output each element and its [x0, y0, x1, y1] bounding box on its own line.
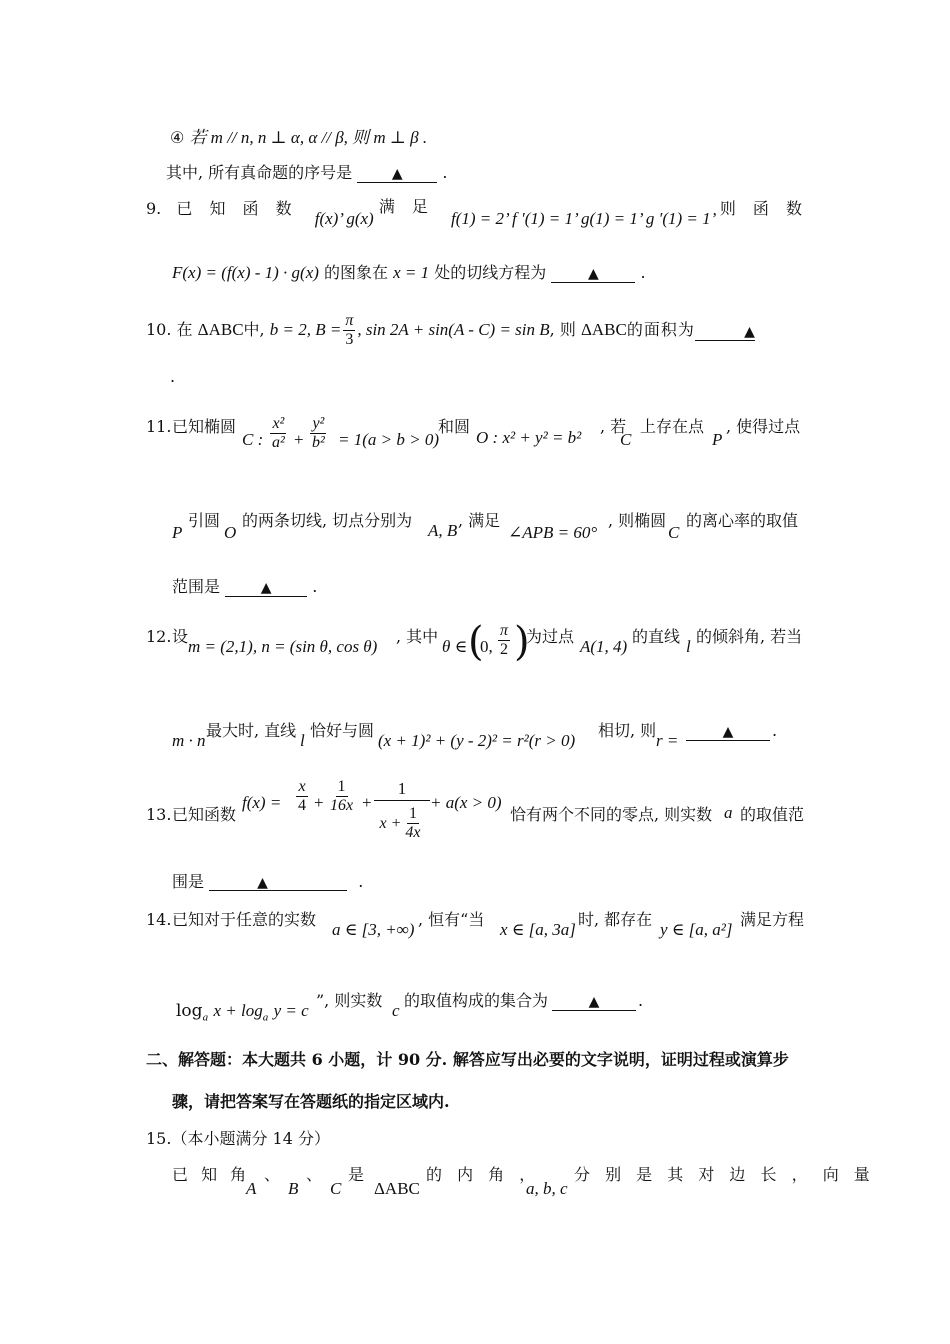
frac-denominator: 4x — [405, 824, 421, 841]
blank-triangle: ▲ — [722, 724, 734, 740]
q14-text-b: , 恒有“当 — [418, 910, 485, 929]
log-2: x + log — [213, 1001, 263, 1020]
q11-circle-O: O : x² + y² = b² — [476, 428, 582, 447]
q9-number: 9. — [146, 199, 162, 218]
item-4-text: 若 m // n, n ⊥ α, α // β, 则 m ⊥ β . — [189, 128, 428, 147]
q12-interval-left: 0, — [480, 637, 493, 656]
answer-blank[interactable] — [551, 262, 635, 283]
q9-condition: f(1) = 2’ f ′(1) = 1’ g(1) = 1’ g ′(1) = 1’ — [451, 209, 717, 228]
q12-text-b: , 其中 — [396, 627, 439, 646]
q9-line2 — [172, 262, 646, 284]
q12-line-l: l — [300, 731, 305, 750]
q13-frac-x-4 — [296, 778, 308, 815]
q10-line1 — [146, 305, 755, 355]
q15-sep-1: 、 — [264, 1165, 281, 1184]
q11-text-e: , 使得过点 — [726, 417, 801, 436]
q10-triangle-2: ΔABC — [580, 320, 627, 339]
q13-text-a: 已知函数 — [172, 805, 237, 824]
q11-var-C: C — [620, 430, 632, 449]
q13-number: 13. — [146, 805, 172, 824]
q12-line2 — [172, 718, 782, 752]
q10-text-a: 在 — [176, 320, 193, 339]
q9-F-definition: F(x) = (f(x) - 1) · g(x) — [172, 263, 319, 282]
q13-end: . — [358, 872, 364, 891]
section-2-heading: 二、解答题：本大题共 6 小题，计 90 分. 解答应写出必要的文字说明，证明过程或演算步 — [146, 1050, 789, 1069]
q13-complex-fraction — [374, 778, 430, 842]
log-1: log — [176, 1001, 203, 1021]
frac-numerator: x² — [272, 415, 285, 432]
section-2-heading-cont: 骤，请把答案写在答题纸的指定区域内. — [172, 1092, 450, 1111]
answer-blank[interactable] — [552, 990, 636, 1011]
q14-equation — [176, 1000, 309, 1028]
q12-l2-text-a: 最大时, 直线 — [206, 721, 297, 740]
blank-triangle: ▲ — [391, 166, 403, 182]
q13-text-b: 恰有两个不同的零点, 则实数 — [510, 805, 713, 824]
frac-numerator: y² — [312, 415, 325, 432]
paren-right: ) — [514, 619, 530, 665]
q12-text-e: 的倾斜角, 若当 — [696, 627, 803, 646]
plus-sign: + — [294, 430, 304, 449]
q14-text-a: 已知对于任意的实数 — [172, 910, 317, 929]
q11-ellipse-cond: = 1(a > b > 0) — [338, 430, 439, 449]
frac-numerator: 1 — [408, 805, 417, 822]
q13-l2-text: 围是 — [172, 872, 205, 891]
frac-numerator: x — [298, 778, 306, 795]
q9-post: 则 函 数 — [719, 199, 808, 218]
q15-line1 — [172, 1164, 875, 1204]
item-4-marker: ④ — [170, 128, 185, 147]
q9-text-c: 处的切线方程为 — [434, 263, 547, 282]
q11-var-O: O — [224, 523, 237, 542]
q15-text-b: 是 — [348, 1165, 365, 1184]
q15-number: 15. — [146, 1129, 172, 1148]
summary-end: . — [442, 163, 448, 182]
q12-dot-product: m · n — [172, 731, 206, 750]
q11-angle: ∠APB = 60° — [508, 523, 598, 542]
log-base-2: a — [262, 1011, 269, 1024]
answer-blank[interactable] — [225, 576, 307, 597]
q9-end: . — [640, 263, 646, 282]
q14-text-c: 时, 都存在 — [578, 910, 653, 929]
q11-text-b: 和圆 — [438, 417, 471, 436]
blank-triangle: ▲ — [257, 875, 268, 891]
blank-triangle: ▲ — [744, 323, 755, 340]
q11-ellipse-C: C : — [242, 430, 264, 449]
frac-numerator: 1 — [374, 778, 430, 801]
x-plus: x + — [379, 814, 402, 832]
q14-var-c: c — [392, 1001, 400, 1020]
q11-l2-text-c: , 满足 — [458, 511, 501, 530]
q13-line1 — [146, 778, 810, 852]
q15-var-A: A — [246, 1179, 257, 1198]
q10-text-d: 的面积为 — [626, 320, 695, 339]
q11-var-C: C — [668, 523, 680, 542]
q15-text-d: 分 别 是 其 对 边 长 ， 向 量 — [574, 1165, 875, 1184]
q12-text-d: 的直线 — [632, 627, 681, 646]
q14-l2-text-a: ”, 则实数 — [316, 991, 383, 1010]
q11-l3-text: 范围是 — [172, 577, 221, 596]
q12-text-c: 为过点 — [526, 627, 575, 646]
q10-condition-1: b = 2, B = — [269, 320, 342, 339]
q12-line1 — [146, 619, 810, 674]
q11-l2-text-d: , 则椭圆 — [608, 511, 667, 530]
q12-l2-text-b: 恰好与圆 — [310, 721, 375, 740]
item-4 — [170, 127, 427, 149]
q14-range-y: y ∈ [a, a²] — [660, 920, 733, 939]
q13-f-of-x: f(x) = — [242, 793, 282, 812]
q11-text-a: 已知椭圆 — [172, 417, 237, 436]
q12-pi-over-2 — [498, 622, 510, 659]
q11-frac-y2-b2 — [310, 415, 327, 452]
answer-blank[interactable] — [686, 720, 770, 741]
q11-line3 — [172, 576, 317, 598]
q12-r-equals: r = — [656, 731, 679, 750]
q14-number: 14. — [146, 910, 172, 929]
q14-line2 — [176, 990, 656, 1024]
blank-triangle: ▲ — [588, 994, 600, 1010]
q12-number: 12. — [146, 627, 172, 646]
q11-points-AB: A, B — [428, 521, 458, 540]
q13-frac-1-16x — [328, 778, 355, 815]
q11-var-P: P — [172, 523, 183, 542]
plus-sign: + — [362, 793, 372, 812]
frac-denominator: b² — [312, 434, 325, 451]
q13-line2 — [172, 871, 363, 893]
answer-blank[interactable] — [695, 320, 755, 341]
q15-points: （本小题满分 14 分） — [171, 1129, 330, 1148]
frac-denominator: 2 — [500, 641, 508, 658]
q9-line1 — [146, 197, 808, 228]
q13-tail: + a(x > 0) — [430, 793, 502, 812]
q14-end: . — [638, 991, 644, 1010]
frac-numerator: π — [500, 622, 509, 639]
answer-blank[interactable] — [357, 162, 437, 183]
q9-pre: 已 知 函 数 — [176, 199, 298, 218]
q10-text-b: 中, — [243, 320, 265, 339]
q15-triangle: ΔABC — [374, 1179, 420, 1198]
q14-range-a: a ∈ [3, +∞) — [332, 920, 415, 939]
q15-text-a: 已 知 角 — [172, 1165, 251, 1184]
frac-denominator: a² — [272, 434, 285, 451]
q10-condition-2: , sin 2A + sin(A - C) = sin B — [357, 320, 550, 339]
q14-line1 — [146, 907, 810, 943]
q13-var-a: a — [724, 803, 733, 822]
q10-pi-over-3 — [343, 312, 355, 349]
q14-l2-text-b: 的取值构成的集合为 — [404, 991, 549, 1010]
q11-l2-text-a: 引圆 — [188, 511, 221, 530]
q15-text-c: 的 内 角 ， — [426, 1165, 541, 1184]
q15-sides: a, b, c — [526, 1179, 568, 1198]
q9-text-a: 的图象在 — [324, 263, 389, 282]
q12-point-A: A(1, 4) — [580, 637, 628, 656]
q14-text-d: 满足方程 — [740, 910, 805, 929]
frac-numerator: 1 — [337, 778, 346, 795]
frac-numerator: π — [345, 311, 354, 329]
q12-text-a: 设 — [172, 627, 189, 646]
frac-denominator: 3 — [345, 330, 354, 348]
q10-number: 10. — [146, 320, 172, 339]
q11-line2 — [172, 508, 812, 544]
q9-mid: 满 足 — [378, 197, 434, 216]
q13-text-c: 的取值范 — [740, 805, 805, 824]
q10-dot: . — [170, 367, 176, 386]
q15-sep-2: 、 — [306, 1165, 323, 1184]
log-base-1: a — [202, 1011, 209, 1024]
q12-line-l: l — [686, 637, 691, 656]
q9-x1: x = 1 — [393, 263, 430, 282]
q11-l2-text-b: 的两条切线, 切点分别为 — [242, 511, 413, 530]
q11-frac-x2-a2 — [270, 415, 287, 452]
summary-text: 其中, 所有真命题的序号是 — [166, 163, 353, 182]
q9-functions: f(x)’ g(x) — [314, 209, 374, 228]
q11-text-c: , 若 — [600, 417, 627, 436]
q10-text-c: , 则 — [549, 320, 576, 339]
q12-circle: (x + 1)² + (y - 2)² = r²(r > 0) — [378, 731, 576, 750]
q14-range-x: x ∈ [a, 3a] — [500, 920, 576, 939]
q11-number: 11. — [146, 417, 172, 436]
paren-left: ( — [468, 619, 484, 665]
blank-triangle: ▲ — [260, 580, 272, 596]
q15-header — [146, 1128, 330, 1150]
blank-triangle: ▲ — [587, 266, 599, 282]
answer-blank[interactable] — [209, 871, 347, 891]
q12-vectors: m = (2,1), n = (sin θ, cos θ) — [188, 637, 378, 656]
q13-frac-1-4x — [403, 805, 422, 842]
summary-line — [166, 162, 447, 184]
q11-var-P: P — [712, 430, 723, 449]
q10-triangle: ΔABC — [197, 320, 244, 339]
frac-denominator: 4 — [298, 797, 306, 814]
q11-end: . — [312, 577, 318, 596]
q15-var-B: B — [288, 1179, 299, 1198]
q11-text-d: 上存在点 — [640, 417, 705, 436]
equals-c: y = c — [273, 1001, 309, 1020]
q12-l2-text-c: 相切, 则 — [598, 721, 657, 740]
q11-l2-text-e: 的离心率的取值 — [686, 511, 799, 530]
q15-var-C: C — [330, 1179, 342, 1198]
frac-denominator: 16x — [330, 797, 354, 814]
plus-sign: + — [314, 793, 324, 812]
q12-end: . — [772, 721, 778, 740]
q12-theta-in: θ ∈ — [442, 637, 468, 656]
